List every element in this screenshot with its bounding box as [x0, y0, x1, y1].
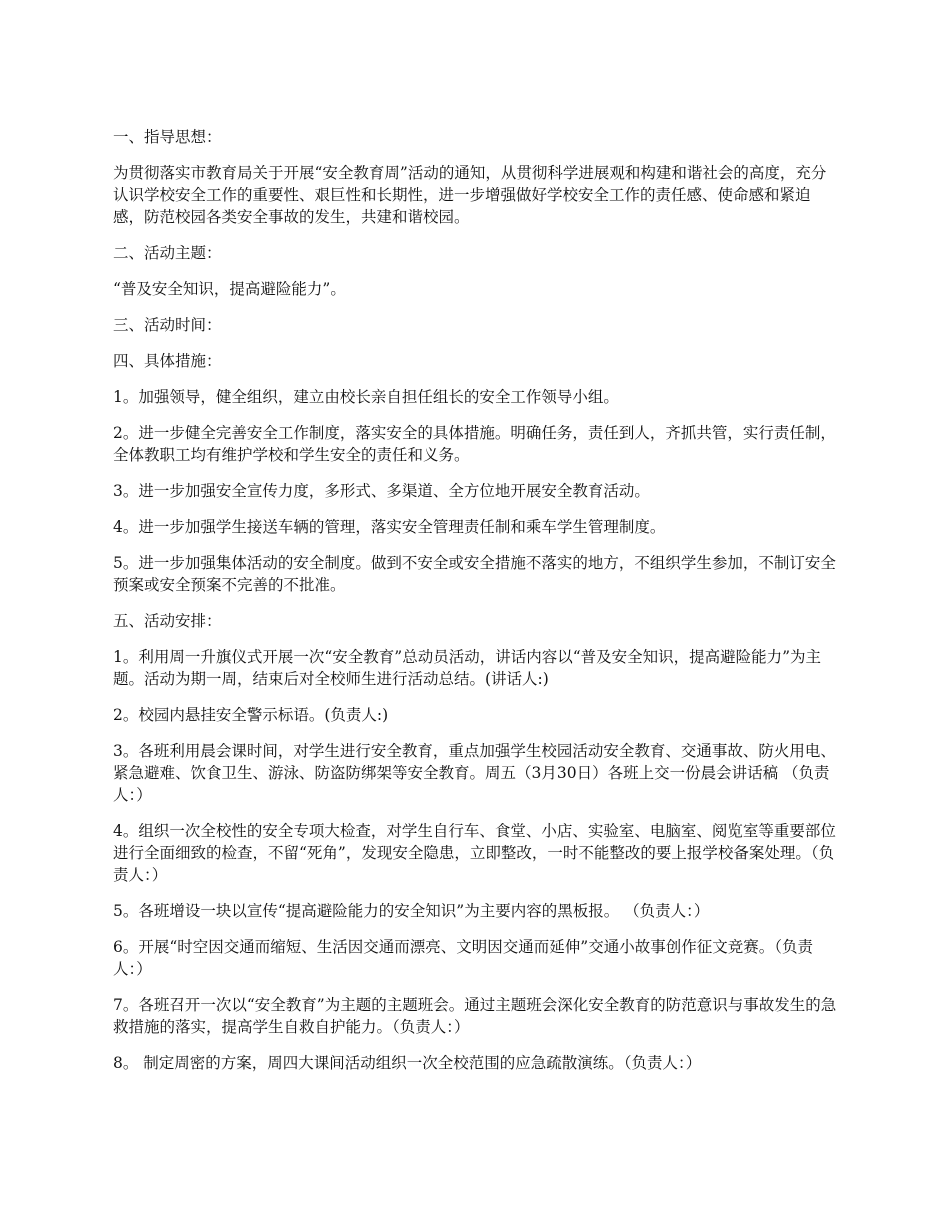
arrangement-item-5: 5。各班增设一块以宣传“提高避险能力的安全知识”为主要内容的黑板报。 （负责人：） [113, 902, 710, 920]
section-heading-activity-time: 三、活动时间： [113, 316, 222, 334]
arrangement-item-1: 1。利用周一升旗仪式开展一次“安全教育”总动员活动，讲话内容以“普及安全知识，提高避险能力”为主题。活动为期一周，结束后对全校师生进行活动总结。(讲话人:) [113, 648, 822, 688]
document-body [113, 126, 841, 1088]
arrangement-item-3: 3。各班利用晨会课时间，对学生进行安全教育，重点加强学生校园活动安全教育、交通事故、防火用电、紧急避难、饮食卫生、游泳、防盗防绑架等安全教育。周五（3月30日）各班上交一份晨会讲话稿 （负责人：） [113, 742, 836, 804]
section-heading-arrangements: 五、活动安排： [113, 612, 222, 630]
section-heading-measures: 四、具体措施： [113, 352, 222, 370]
arrangement-item-4: 4。组织一次全校性的安全专项大检查，对学生自行车、食堂、小店、实验室、电脑室、阅览室等重要部位进行全面细致的检查，不留“死角”，发现安全隐患，立即整改，一时不能整改的要上报学校备案处理。（负责人：） [113, 822, 836, 884]
paragraph-guiding-ideology: 为贯彻落实市教育局关于开展“安全教育周”活动的通知，从贯彻科学进展观和构建和谐社会的高度，充分认识学校安全工作的重要性、艰巨性和长期性，进一步增强做好学校安全工作的责任感、使命感和紧迫感，防范校园各类安全事故的发生，共建和谐校园。 [113, 164, 827, 226]
paragraph-activity-theme: “普及安全知识，提高避险能力”。 [113, 280, 346, 298]
measure-item-1: 1。加强领导，健全组织，建立由校长亲自担任组长的安全工作领导小组。 [113, 388, 619, 406]
section-heading-guiding-ideology: 一、指导思想： [113, 128, 222, 146]
measure-item-2: 2。进一步健全完善安全工作制度，落实安全的具体措施。明确任务，责任到人，齐抓共管，实行责任制，全体教职工均有维护学校和学生安全的责任和义务。 [113, 424, 836, 464]
arrangement-item-7: 7。各班召开一次以“安全教育”为主题的主题班会。通过主题班会深化安全教育的防范意识与事故发生的急救措施的落实，提高学生自救自护能力。（负责人：） [113, 996, 837, 1036]
arrangement-item-2: 2。校园内悬挂安全警示标语。(负责人:) [113, 706, 389, 724]
measure-item-5: 5。进一步加强集体活动的安全制度。做到不安全或安全措施不落实的地方，不组织学生参加，不制订安全预案或安全预案不完善的不批准。 [113, 554, 836, 594]
section-heading-activity-theme: 二、活动主题： [113, 244, 222, 262]
arrangement-item-6: 6。开展“时空因交通而缩短、生活因交通而漂亮、文明因交通而延伸”交通小故事创作征文竞赛。（负责人：） [113, 938, 813, 978]
measure-item-4: 4。进一步加强学生接送车辆的管理，落实安全管理责任制和乘车学生管理制度。 [113, 518, 666, 536]
arrangement-item-8: 8。 制定周密的方案，周四大课间活动组织一次全校范围的应急疏散演练。（负责人：） [113, 1054, 702, 1072]
measure-item-3: 3。进一步加强安全宣传力度，多形式、多渠道、全方位地开展安全教育活动。 [113, 482, 650, 500]
